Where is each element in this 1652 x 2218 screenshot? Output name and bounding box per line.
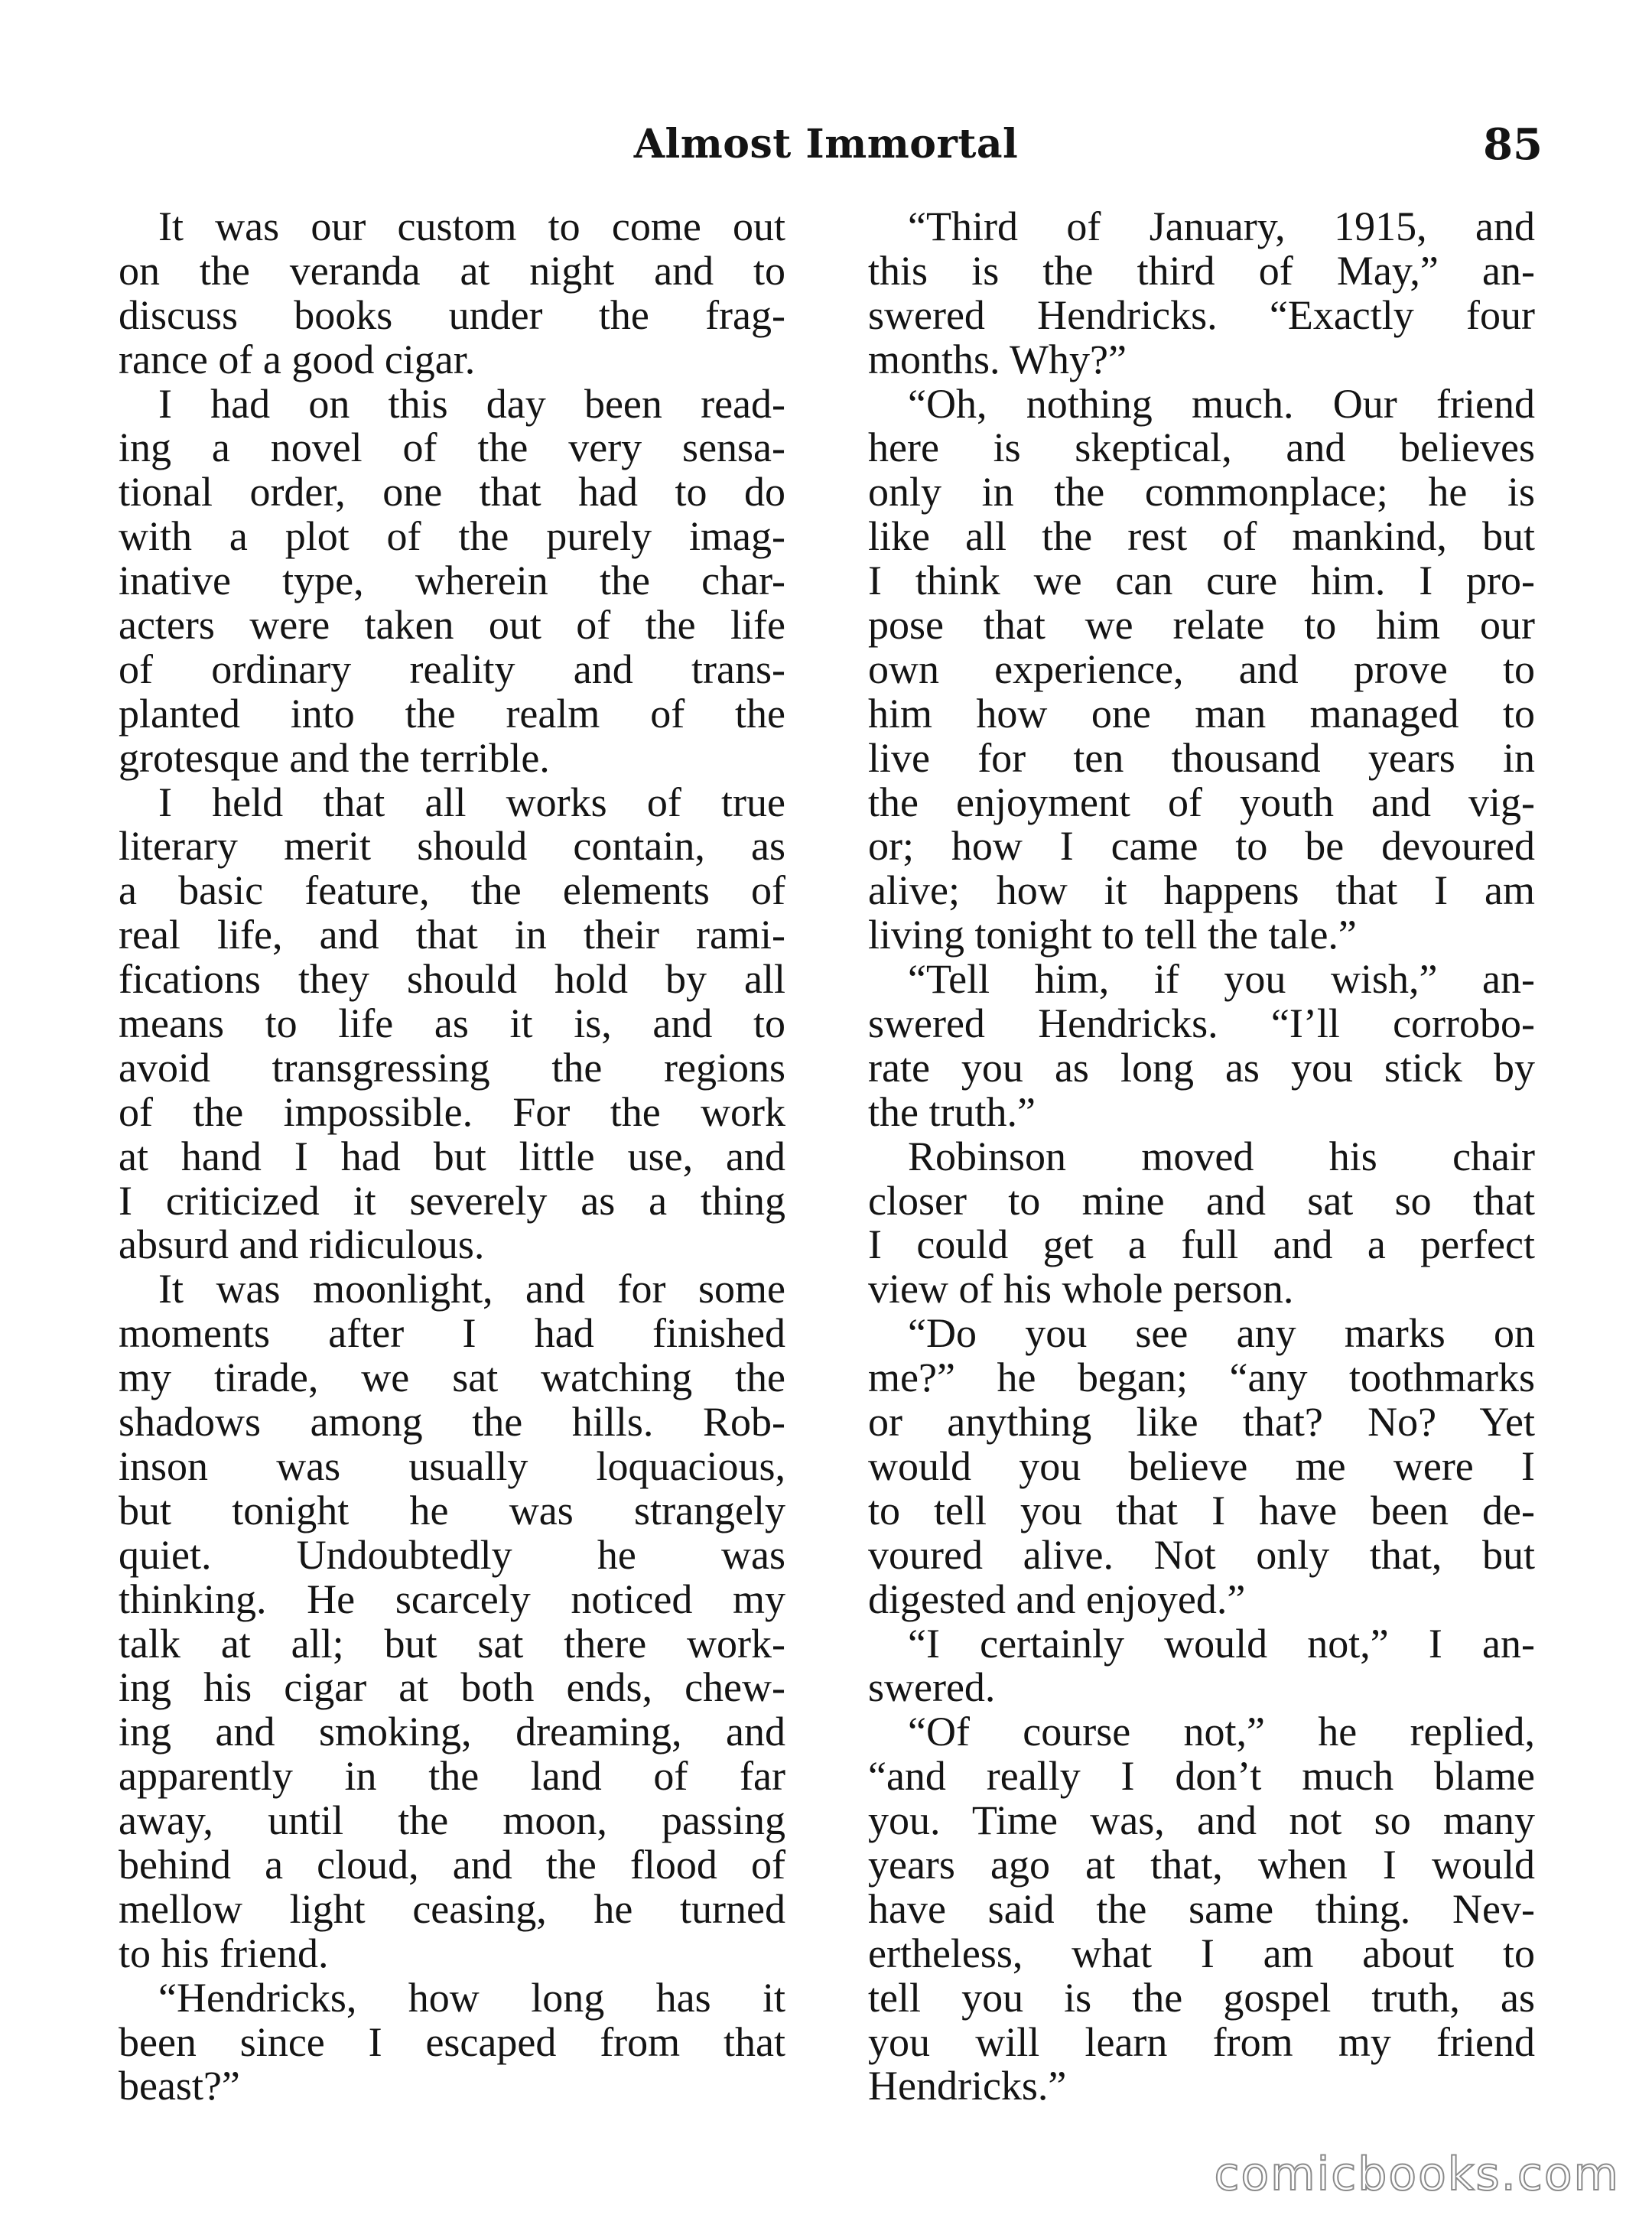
text-line: my tirade, we sat watching the [119, 1355, 785, 1401]
text-line: at hand I had but little use, and [119, 1133, 785, 1179]
text-line: “I certainly would not,” I an- [908, 1620, 1535, 1667]
text-line: fications they should hold by all [119, 956, 785, 1003]
text-line: behind a cloud, and the flood of [119, 1841, 785, 1888]
text-line: pose that we relate to him our [868, 602, 1535, 649]
text-line: beast?” [119, 2063, 240, 2109]
text-line: alive; how it happens that I am [868, 867, 1535, 914]
text-line: real life, and that in their rami- [119, 912, 785, 958]
text-line: thinking. He scarcely noticed my [119, 1576, 785, 1622]
text-line: tional order, one that had to do [119, 469, 785, 515]
text-line: talk at all; but sat there work- [119, 1620, 785, 1667]
text-line: own experience, and prove to [868, 646, 1535, 692]
text-line: swered. [868, 1664, 996, 1711]
left-text-column [119, 205, 785, 2109]
page-number: 85 [1483, 119, 1543, 170]
text-line: ing and smoking, dreaming, and [119, 1709, 785, 1755]
text-line: closer to mine and sat so that [868, 1177, 1535, 1224]
text-line: living tonight to tell the tale.” [868, 912, 1357, 958]
text-line: “Of course not,” he replied, [908, 1709, 1535, 1755]
text-line: quiet. Undoubtedly he was [119, 1531, 785, 1578]
text-line: ertheless, what I am about to [868, 1930, 1535, 1976]
text-line: swered Hendricks. “Exactly four [868, 291, 1535, 338]
text-line: away, until the moon, passing [119, 1797, 785, 1844]
text-line: would you believe me were I [868, 1442, 1535, 1489]
text-line: but tonight he was strangely [119, 1487, 785, 1533]
page-title: Almost Immortal [633, 121, 1019, 167]
text-line: rate you as long as you stick by [868, 1044, 1535, 1091]
text-line: absurd and ridiculous. [119, 1221, 485, 1268]
text-line: “Tell him, if you wish,” an- [908, 956, 1535, 1003]
text-line: “Oh, nothing much. Our friend [908, 380, 1535, 427]
text-line: live for ten thousand years in [868, 734, 1535, 781]
text-line: rance of a good cigar. [119, 336, 476, 382]
text-line: I had on this day been read- [158, 380, 785, 427]
text-line: shadows among the hills. Rob- [119, 1399, 785, 1446]
text-line: only in the commonplace; he is [868, 469, 1535, 515]
text-line: or; how I came to be devoured [868, 823, 1535, 870]
text-line: of the impossible. For the work [119, 1088, 785, 1135]
text-line: voured alive. Not only that, but [868, 1531, 1535, 1578]
text-line: me?” he began; “any toothmarks [868, 1355, 1535, 1401]
text-line: avoid transgressing the regions [119, 1044, 785, 1091]
text-line: “Third of January, 1915, and [908, 203, 1535, 249]
text-line: a basic feature, the elements of [119, 867, 785, 914]
text-line: mellow light ceasing, he turned [119, 1885, 785, 1932]
text-line: or anything like that? No? Yet [868, 1399, 1535, 1446]
text-line: on the veranda at night and to [119, 247, 785, 294]
text-line: planted into the realm of the [119, 690, 785, 737]
text-line: swered Hendricks. “I’ll corrobo- [868, 1000, 1535, 1047]
text-line: I could get a full and a perfect [868, 1221, 1535, 1268]
text-line: the enjoyment of youth and vig- [868, 779, 1535, 825]
text-line: you. Time was, and not so many [868, 1797, 1535, 1844]
text-line: literary merit should contain, as [119, 823, 785, 870]
text-line: ing a novel of the very sensa- [119, 424, 785, 471]
text-line: means to life as it is, and to [119, 1000, 785, 1047]
text-line: been since I escaped from that [119, 2018, 785, 2065]
text-line: grotesque and the terrible. [119, 734, 550, 781]
text-line: you will learn from my friend [868, 2018, 1535, 2065]
text-line: discuss books under the frag- [119, 291, 785, 338]
text-line: to his friend. [119, 1930, 329, 1976]
text-line: “Do you see any marks on [908, 1310, 1535, 1357]
text-line: this is the third of May,” an- [868, 247, 1535, 294]
text-line: the truth.” [868, 1088, 1036, 1135]
text-line: digested and enjoyed.” [868, 1576, 1246, 1622]
text-line: him how one man managed to [868, 690, 1535, 737]
text-line: like all the rest of mankind, but [868, 513, 1535, 560]
text-line: with a plot of the purely imag- [119, 513, 785, 560]
watermark-logo: comicbooks.com [1214, 2148, 1620, 2201]
text-line: have said the same thing. Nev- [868, 1885, 1535, 1932]
text-line: to tell you that I have been de- [868, 1487, 1535, 1533]
text-line: years ago at that, when I would [868, 1841, 1535, 1888]
text-line: ing his cigar at both ends, chew- [119, 1664, 785, 1711]
right-text-column [868, 205, 1535, 2109]
text-line: here is skeptical, and believes [868, 424, 1535, 471]
text-line: I criticized it severely as a thing [119, 1177, 785, 1224]
text-line: Hendricks.” [868, 2063, 1067, 2109]
text-line: Robinson moved his chair [908, 1133, 1535, 1179]
text-line: It was our custom to come out [158, 203, 785, 249]
text-line: inative type, wherein the char- [119, 558, 785, 604]
text-line: It was moonlight, and for some [158, 1266, 785, 1312]
text-line: view of his whole person. [868, 1266, 1294, 1312]
text-line: I held that all works of true [158, 779, 785, 825]
text-line: inson was usually loquacious, [119, 1442, 785, 1489]
text-line: of ordinary reality and trans- [119, 646, 785, 692]
text-line: I think we can cure him. I pro- [868, 558, 1535, 604]
text-line: tell you is the gospel truth, as [868, 1974, 1535, 2021]
text-line: apparently in the land of far [119, 1753, 785, 1800]
text-line: acters were taken out of the life [119, 602, 785, 649]
text-line: “and really I don’t much blame [868, 1753, 1535, 1800]
text-line: months. Why?” [868, 336, 1127, 382]
text-line: moments after I had finished [119, 1310, 785, 1357]
text-line: “Hendricks, how long has it [158, 1974, 785, 2021]
